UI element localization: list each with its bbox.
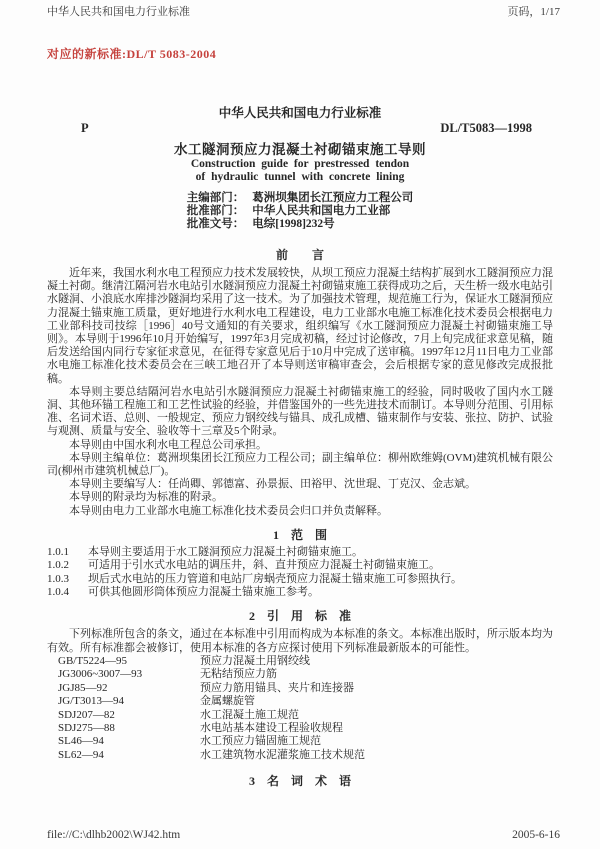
standard-code: JG/T3013—94 [58, 695, 124, 708]
standard-name: 无粘结预应力筋 [200, 668, 277, 681]
clause-text: 本导则主要适用于水工隧洞预应力混凝土衬砌锚束施工。 [88, 545, 363, 558]
foreword-heading: 前 言 [275, 248, 324, 262]
standard-code: GB/T5224—95 [58, 654, 128, 667]
header-doc-title: 中华人民共和国电力行业标准 [47, 6, 190, 18]
standard-name: 预应力混凝土用钢绞线 [200, 654, 310, 667]
standard-number: DL/T5083—1998 [440, 121, 532, 135]
footer-file-url: file://C:\dlhb2002\WJ42.htm [47, 829, 181, 841]
meta-label: 主编部门： [186, 192, 245, 204]
new-standard-notice: 对应的新标准:DL/T 5083-2004 [47, 47, 217, 61]
paragraph: 本导则主要编写人：任尚卿、郭德富、孙景振、田裕甲、沈世琨、丁克汉、金志斌。 [69, 478, 476, 491]
clause-text: 可供其他圆形筒体预应力混凝土锚束施工参考。 [88, 586, 319, 599]
referenced-standards-intro-wrap [0, 628, 600, 654]
foreword-body [0, 267, 600, 518]
standard-name: 水工混凝土施工规范 [200, 708, 299, 721]
standard-row [47, 668, 553, 681]
standard-name: 水电站基本建设工程验收规程 [200, 721, 343, 734]
meta-value: 电综[1998]232号 [252, 218, 335, 230]
standard-row [47, 722, 553, 735]
standard-name: 水工建筑物水泥灌浆施工技术规范 [200, 748, 365, 761]
page-header [0, 0, 600, 19]
standard-name: 水工预应力锚固施工规范 [200, 735, 321, 748]
paragraph: 本导则主编单位：葛洲坝集团长江预应力工程公司；副主编单位：柳州欧维姆(OVM)建筑机械有限公司(柳州市建筑机械总厂)。 [47, 451, 553, 478]
footer-date: 2005-6-16 [512, 829, 560, 841]
standard-name: 金属螺旋管 [200, 695, 255, 708]
clause-number: 1.0.1 [47, 545, 69, 558]
paragraph: 本导则由中国水利水电工程总公司承担。 [69, 438, 267, 451]
referenced-standards-intro: 下列标准所包含的条文，通过在本标准中引用而构成为本标准的条文。本标准出版时，所示版本均为有效。所有标准都会被修订，使用本标准的各方应探讨使用下列标准最新版本的可能性。 [47, 628, 553, 654]
standard-row [47, 682, 553, 695]
standard-code: SL46—94 [58, 735, 104, 748]
clause-number: 1.0.2 [47, 559, 69, 572]
clause-row [47, 546, 553, 559]
referenced-standards-list [0, 655, 600, 762]
standard-row [47, 709, 553, 722]
clause-row [47, 586, 553, 599]
page-footer [47, 829, 560, 841]
standard-code: SL62—94 [58, 748, 104, 761]
standard-row [47, 749, 553, 762]
standard-row [47, 695, 553, 708]
standard-code-row [0, 121, 600, 136]
section-1-heading: 1 范 围 [272, 527, 327, 542]
standard-row [47, 735, 553, 748]
document-title-en-line2: of hydraulic tunnel with concrete lining [195, 171, 405, 183]
clause-number: 1.0.3 [47, 572, 69, 585]
paragraph: 本导则由电力工业部水电施工标准化技术委员会归口并负责解释。 [69, 504, 388, 517]
meta-value: 葛洲坝集团长江预应力工程公司 [252, 192, 414, 204]
meta-value: 中华人民共和国电力工业部 [252, 205, 391, 217]
meta-row-approver [187, 205, 414, 217]
clause-text: 坝后式水电站的压力管道和电站厂房蜗壳预应力混凝土锚束施工可参照执行。 [88, 572, 462, 585]
standard-code: JGJ85—92 [58, 681, 108, 694]
scope-clauses [0, 546, 600, 600]
document-title-en-line1: Construction guide for prestressed tendon [190, 158, 410, 170]
clause-number: 1.0.4 [47, 586, 69, 599]
standard-code: SDJ207—82 [58, 708, 115, 721]
standard-name: 预应力筋用锚具、夹片和连接器 [200, 681, 354, 694]
section-2-heading: 2 引 用 标 准 [248, 609, 351, 624]
clause-text: 可适用于引水式水电站的调压井，斜、直井预应力混凝土衬砌锚束施工。 [88, 559, 440, 572]
meta-table [187, 192, 414, 230]
classification-code: P [81, 121, 89, 135]
paragraph: 本导则主要总结隔河岩水电站引水隧洞预应力混凝土衬砌锚束施工的经验，同时吸收了国内水工隧洞、其他环锚工程施工和工艺性试验的经验，并借鉴国外的一些先进技术而制订。本导则分范围、引用标准、名词术语、总则、一般规定、预应力钢绞线与锚具、成孔成槽、锚束制作与安装、张拉、防护、试验与观测、质量与安全、验收等十三章及5个附录。 [47, 385, 553, 438]
meta-row-chief-editor [187, 192, 414, 204]
meta-row-approval-doc [187, 218, 414, 230]
clause-row [47, 559, 553, 572]
paragraph: 近年来，我国水利水电工程预应力技术发展较快，从坝工预应力混凝土结构扩展到水工隧洞预应力混凝土衬砌。继清江隔河岩水电站引水隧洞预应力混凝土衬砌锚束施工获得成功之后，天生桥一级水电站引水隧洞、小浪底水库排沙隧洞均采用了这一技术。为了加强技术管理，规范施工行为，保证水工隧洞预应力混凝土锚束施工质量，更好地进行水利水电工程建设，电力工业部水电施工标准化技术委员会根据电力工业部科技司技综［1996］40号文通知的有关要求，组织编写《水工隧洞预应力混凝土衬砌锚束施工导则》。本导则于1996年10月开始编写，1997年3月完成初稿，经过讨论修改，7月上旬完成征求意见稿，随后发送给国内同行专家征求意见，在征得专家意见后于10月中完成了送审稿。1997年12月11日电力工业部水电施工标准化技术委员会在三峡工地召开了本导则送审稿审查会，会后根据专家的意见修改完成报批稿。 [47, 267, 553, 385]
standard-code: SDJ275—88 [58, 721, 115, 734]
standard-org-line: 中华人民共和国电力行业标准 [218, 106, 382, 120]
section-3-heading: 3 名 词 术 语 [248, 774, 351, 789]
standard-code: JG3006~3007—93 [58, 668, 143, 681]
header-page-number: 页码，1/17 [507, 6, 560, 18]
clause-row [47, 573, 553, 586]
standard-row [47, 655, 553, 668]
document-title-cn: 水工隧洞预应力混凝土衬砌锚束施工导则 [174, 142, 426, 157]
meta-label: 批准文号： [186, 218, 245, 230]
meta-label: 批准部门： [186, 205, 245, 217]
paragraph: 本导则的附录均为标准的附录。 [69, 491, 223, 504]
